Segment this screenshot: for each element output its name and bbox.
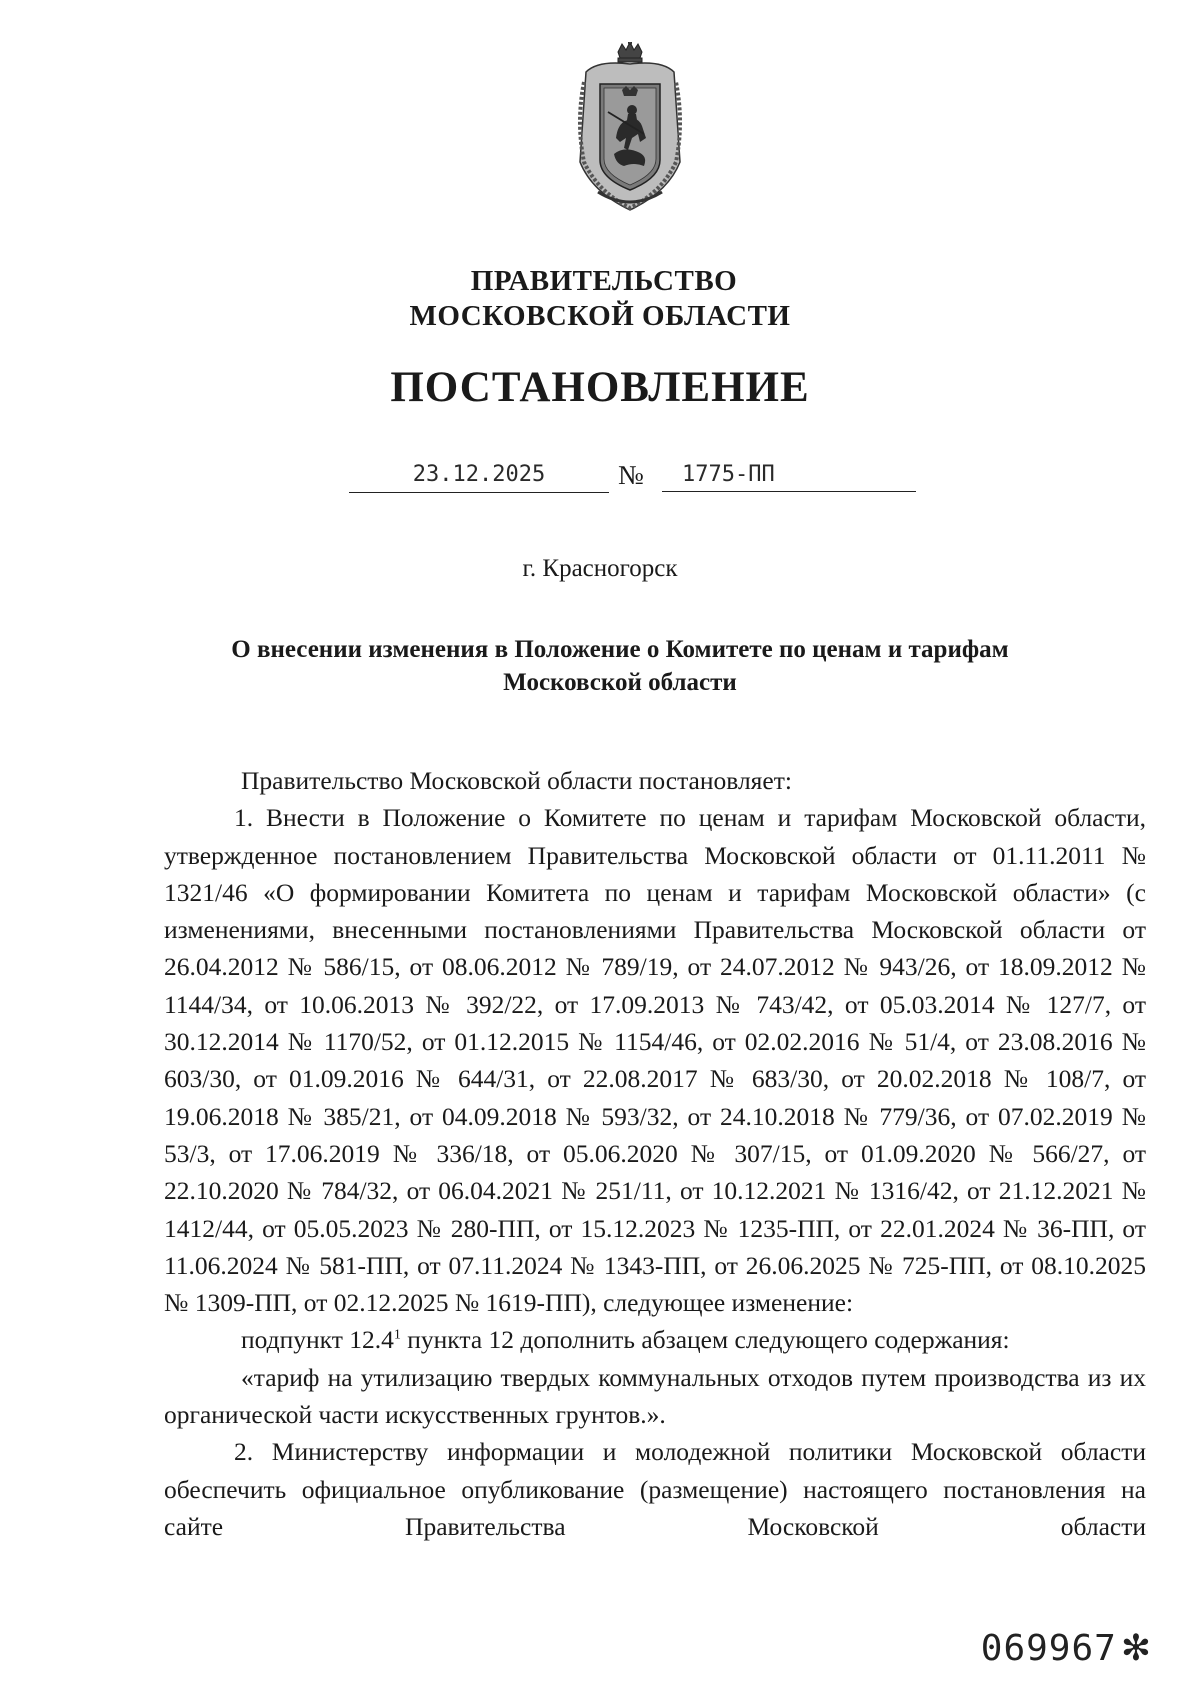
star-icon: ✻	[1120, 1628, 1152, 1669]
subitem-paragraph	[164, 1321, 1146, 1358]
subject-line-2: Московской области	[503, 669, 737, 696]
subject-line-1: О внесении изменения в Положение о Комитете по ценам и тарифам	[231, 636, 1009, 663]
government-title-line-2: МОСКОВСКОЙ ОБЛАСТИ	[409, 300, 791, 332]
item-2-paragraph: 2. Министерству информации и молодежной политики Московской области обеспечить официальное опубликование (размещение) настоящего постановления на сайте Правительства Московской области	[164, 1437, 1146, 1541]
number-sign: №	[618, 460, 644, 490]
document-number: 1775-ПП	[662, 458, 916, 492]
document-date: 23.12.2025	[349, 458, 609, 493]
subitem-suffix: пункта 12 дополнить абзацем следующего содержания:	[400, 1325, 1010, 1355]
preamble-paragraph: Правительство Московской области постановляет:	[241, 766, 792, 795]
coat-of-arms-icon	[568, 42, 692, 214]
government-title-line-1: ПРАВИТЕЛЬСТВО	[470, 265, 738, 297]
serial-number: 069967	[980, 1628, 1117, 1669]
quote-paragraph: «тариф на утилизацию твердых коммунальных отходов путем производства из их органической части искусственных грунтов.».	[164, 1362, 1146, 1430]
subitem-superscript: 1	[393, 1327, 401, 1343]
document-subject	[140, 633, 1100, 699]
item-1-paragraph: 1. Внести в Положение о Комитете по ценам и тарифам Московской области, утвержденное постановлением Правительства Московской области от 01.11.2011 № 1321/46 «О формировании Комитета по ценам и тарифам Московской области» (с изменениями, внесенными постановлениями Правительства Московской области от 26.04.2012 № 586/15, от 08.06.2012 № 789/19, от 24.07.2012 № 943/26, от 18.09.2012 № 1144/34, от 10.06.2013 № 392/22, от 17.09.2013 № 743/42, от 05.03.2014 № 127/7, от 30.12.2014 № 1170/52, от 01.12.2015 № 1154/46, от 02.02.2016 № 51/4, от 23.08.2016 № 603/30, от 01.09.2016 № 644/31, от 22.08.2017 № 683/30, от 20.02.2018 № 108/7, от 19.06.2018 № 385/21, от 04.09.2018 № 593/32, от 24.10.2018 № 779/36, от 07.02.2019 № 53/3, от 17.06.2019 № 336/18, от 05.06.2020 № 307/15, от 01.09.2020 № 566/27, от 22.10.2020 № 784/32, от 06.04.2021 № 251/11, от 10.12.2021 № 1316/42, от 21.12.2021 № 1412/44, от 05.05.2023 № 280-ПП, от 15.12.2023 № 1235-ПП, от 22.01.2024 № 36-ПП, от 11.06.2024 № 581-ПП, от 07.11.2024 № 1343-ПП, от 26.06.2025 № 725-ПП, от 08.10.2025 № 1309-ПП, от 02.12.2025 № 1619-ПП), следующее изменение:	[164, 803, 1146, 1318]
document-body	[164, 762, 1146, 1545]
footer-serial-code	[981, 1628, 1152, 1669]
document-type-title: ПОСТАНОВЛЕНИЕ	[390, 364, 810, 411]
document-city: г. Красногорск	[522, 555, 678, 582]
subitem-prefix: подпункт 12.4	[241, 1325, 394, 1355]
